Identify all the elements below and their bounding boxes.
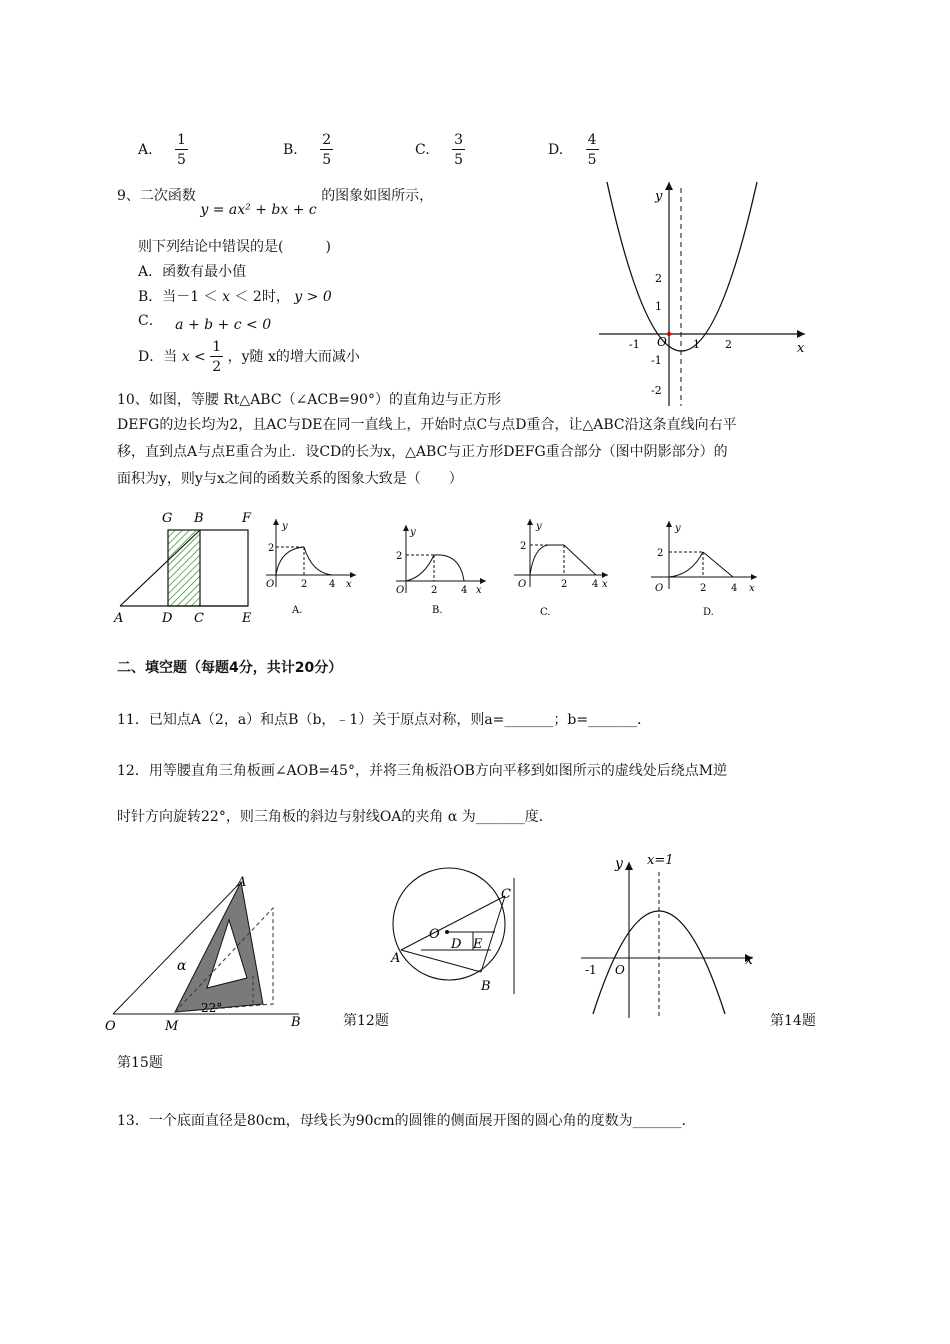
fig14-o: O [615, 963, 625, 977]
q12-line1: 12．用等腰直角三角板画∠AOB=45°，并将三角板沿OB方向平移到如图所示的虚线处后绕点M逆 [117, 763, 728, 779]
q12-line2: 时针方向旋转22°，则三角板的斜边与射线OA的夹角 α 为_______度． [117, 809, 553, 825]
q8-option-c [415, 133, 465, 167]
fig14-parabola-graph [577, 848, 777, 1023]
optc-label: C． [138, 313, 163, 329]
q9-tick-yneg2: -2 [651, 384, 662, 397]
graph-b-name: B. [432, 605, 443, 616]
graph-b-t4: 4 [461, 585, 468, 596]
q9-parabola-graph [597, 178, 817, 408]
optb-pre: B．当－1 ＜ [138, 289, 218, 305]
graph-a-y: y [282, 521, 288, 532]
fig15-o: O [105, 1019, 116, 1034]
q10-line2: DEFG的边长均为2，且AC与DE在同一直线上，开始时点C与点D重合，让△ABC沿这条直线向右平 [117, 417, 737, 433]
graph-c-o: O [518, 579, 527, 590]
q9-suffix: 的图象如图所示， [321, 188, 434, 204]
graph-b-x: x [476, 585, 482, 596]
fig12-o: O [429, 927, 440, 942]
graph-d-t2: 2 [700, 583, 707, 594]
section2-title: 二、填空题（每题4分，共计20分） [117, 660, 343, 676]
q11-text: 11．已知点A（2，a）和点B（b，﹣1）关于原点对称，则a=_______；b=_______． [117, 712, 652, 728]
denominator: 5 [322, 152, 332, 168]
denominator: 5 [454, 152, 464, 168]
fig12-caption: 第12题 [343, 1013, 389, 1029]
graph-c-t2: 2 [561, 579, 568, 590]
q9-formula: y = ax² + bx + c [200, 202, 317, 218]
fig15-m: M [165, 1019, 179, 1034]
optd-x: x < [181, 349, 206, 365]
label-g: G [162, 511, 173, 526]
graph-d-name: D. [703, 607, 714, 618]
fig12-c: C [501, 887, 511, 902]
q8-option-a [138, 133, 188, 167]
q9-origin: O [657, 335, 667, 349]
option-label: C. [415, 142, 430, 158]
fig12-b: B [481, 979, 491, 994]
fig12-circle-figure [385, 858, 525, 998]
graph-d-x: x [749, 583, 755, 594]
graph-a-t2: 2 [301, 579, 308, 590]
numerator: 1 [177, 132, 186, 148]
graph-d-t4: 4 [731, 583, 738, 594]
q10-graph-c [508, 515, 618, 625]
q9-tick-2: 2 [725, 338, 732, 351]
label-b: B [194, 511, 204, 526]
q9-x-label: x [797, 341, 805, 356]
graph-c-y: y [536, 521, 542, 532]
graph-a-ytick: 2 [268, 543, 275, 554]
q9-option-d [138, 340, 360, 374]
graph-d-y: y [675, 523, 681, 534]
graph-b-o: O [396, 585, 405, 596]
q9-stem [117, 185, 434, 218]
graph-d-ytick: 2 [657, 548, 664, 559]
fig14-caption: 第14题 [770, 1013, 816, 1029]
q10-graph-b [386, 515, 496, 625]
q9-option-c [138, 310, 272, 333]
fig12-d: D [451, 937, 462, 952]
fig15-triangle-ruler [103, 866, 313, 1046]
q10-square-triangle-figure [112, 508, 262, 628]
fig14-y: y [615, 856, 623, 872]
q9-y-label: y [655, 189, 663, 204]
option-label: D. [548, 142, 564, 158]
q13-text: 13．一个底面直径是80cm，母线长为90cm的圆锥的侧面展开图的圆心角的度数为_______． [117, 1113, 696, 1129]
numerator: 1 [212, 339, 222, 355]
numerator: 4 [587, 132, 597, 148]
fig14-axis-label: x=1 [647, 853, 674, 868]
numerator: 3 [454, 132, 464, 148]
graph-a-name: A. [292, 605, 303, 616]
denominator: 2 [212, 359, 222, 375]
denominator: 5 [587, 152, 597, 168]
optc-formula: a + b + c < 0 [175, 317, 272, 333]
fig15-alpha: α [177, 958, 187, 974]
option-label: B. [283, 142, 298, 158]
graph-b-ytick: 2 [396, 551, 403, 562]
q9-tick-neg1: -1 [629, 338, 640, 351]
fig14-neg1: -1 [585, 963, 597, 977]
graph-b-t2: 2 [431, 585, 438, 596]
q10-line1: 10、如图，等腰 Rt△ABC（∠ACB=90°）的直角边与正方形 [117, 392, 501, 408]
graph-b-y: y [410, 527, 416, 538]
q9-option-a: A．函数有最小值 [138, 264, 247, 280]
fig12-a: A [391, 951, 401, 966]
graph-c-x: x [602, 579, 608, 590]
label-f: F [242, 511, 252, 526]
numerator: 2 [322, 132, 332, 148]
graph-c-name: C. [540, 607, 551, 618]
graph-a-t4: 4 [329, 579, 336, 590]
option-label: A. [138, 142, 153, 158]
graph-c-t4: 4 [592, 579, 599, 590]
denominator: 5 [177, 152, 186, 168]
q9-tick-1: 1 [693, 338, 700, 351]
q9-tick-y2: 2 [655, 272, 662, 285]
q8-option-d [548, 133, 599, 167]
q9-option-b [138, 286, 332, 306]
optb-mid: ＜ 2时， [234, 289, 290, 305]
fig15-b: B [291, 1015, 301, 1030]
q9-prefix: 9、二次函数 [117, 188, 196, 204]
optd-pre: D．当 [138, 349, 178, 365]
fig15-angle: 22° [201, 1001, 223, 1015]
label-d: D [162, 611, 173, 626]
fig14-x: x [745, 952, 753, 968]
q8-option-b [283, 133, 333, 167]
q10-line3: 移，直到点A与点E重合为止．设CD的长为x，△ABC与正方形DEFG重合部分（图中阴影部分）的 [117, 444, 728, 460]
label-a: A [114, 611, 124, 626]
label-e: E [242, 611, 252, 626]
fig15-a: A [237, 875, 247, 890]
q10-graph-d [645, 515, 765, 625]
graph-d-o: O [655, 583, 664, 594]
q9-tick-yneg1: -1 [651, 354, 662, 367]
optb-x: x [222, 289, 231, 305]
q10-graph-a [256, 515, 366, 625]
label-c: C [194, 611, 204, 626]
optd-post: ，y随 x的增大而减小 [227, 349, 360, 365]
graph-a-o: O [266, 579, 275, 590]
fig12-e: E [473, 937, 483, 952]
optb-cond: y > 0 [294, 289, 332, 305]
fig15-caption: 第15题 [117, 1055, 163, 1071]
q9-question: 则下列结论中错误的是( ) [138, 239, 331, 255]
graph-c-ytick: 2 [520, 541, 527, 552]
q10-line4: 面积为y，则y与x之间的函数关系的图象大致是（ ） [117, 471, 463, 487]
q9-tick-y1: 1 [655, 300, 662, 313]
graph-a-x: x [346, 579, 352, 590]
